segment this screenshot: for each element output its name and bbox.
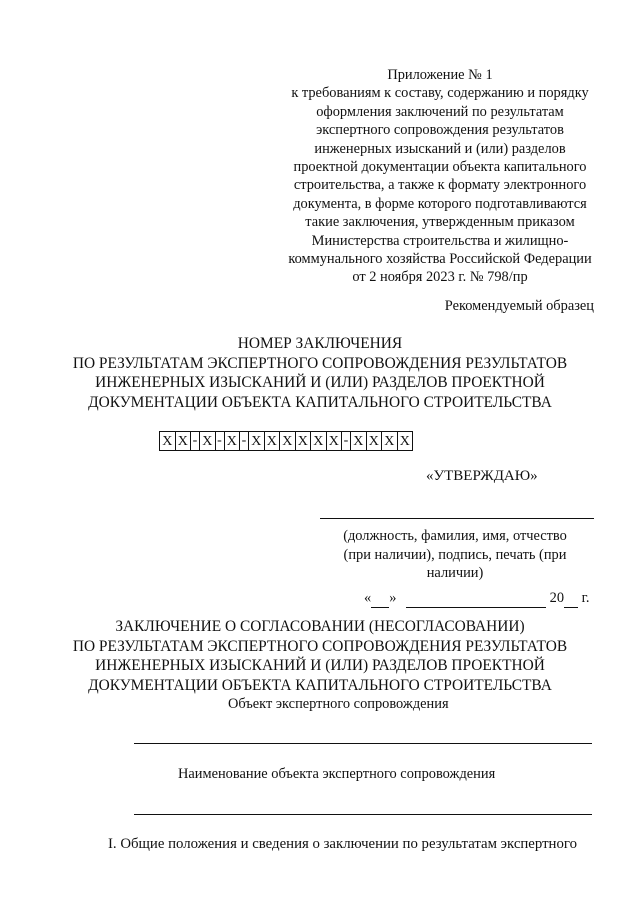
number-heading	[30, 334, 610, 412]
conclusion-heading-line: ПО РЕЗУЛЬТАТАМ ЭКСПЕРТНОГО СОПРОВОЖДЕНИЯ РЕЗУЛЬТАТОВ	[72, 637, 568, 655]
number-digit-cell: X	[224, 431, 241, 451]
number-separator-cell: -	[341, 431, 351, 451]
number-digit-cell: X	[295, 431, 312, 451]
appendix-line: документа, в форме которого подготавливаются	[293, 195, 587, 212]
appendix-line: Министерства строительства и жилищно-	[311, 232, 569, 249]
approval-date	[364, 590, 590, 608]
number-digit-cell: X	[350, 431, 367, 451]
number-heading-line: ПО РЕЗУЛЬТАТАМ ЭКСПЕРТНОГО СОПРОВОЖДЕНИЯ РЕЗУЛЬТАТОВ	[72, 354, 568, 372]
number-digit-cell: X	[397, 431, 414, 451]
year-prefix: 20	[549, 590, 565, 606]
year-blank	[564, 590, 578, 608]
object-blank-line	[134, 743, 592, 744]
number-digit-cell: X	[366, 431, 383, 451]
date-quote-open: «	[364, 590, 372, 606]
number-digit-cell: X	[159, 431, 176, 451]
conclusion-heading	[30, 617, 610, 695]
appendix-line: проектной документации объекта капитального	[293, 159, 587, 176]
number-digit-cell: X	[381, 431, 398, 451]
appendix-line: строительства, а также к формату электронного	[293, 177, 587, 194]
sample-label: Рекомендуемый образец	[444, 298, 594, 314]
number-heading-line: ДОКУМЕНТАЦИИ ОБЪЕКТА КАПИТАЛЬНОГО СТРОИТЕЛЬСТВА	[88, 393, 552, 411]
number-digit-cell: X	[326, 431, 343, 451]
signature-line	[320, 518, 594, 519]
appendix-line: к требованиям к составу, содержанию и порядку	[291, 85, 589, 102]
appendix-line: такие заключения, утвержденным приказом	[305, 214, 575, 231]
number-digit-cell: X	[279, 431, 296, 451]
appendix-line: от 2 ноября 2023 г. № 798/пр	[352, 269, 528, 286]
appendix-line: оформления заключений по результатам	[316, 103, 564, 120]
year-suffix: г.	[581, 590, 590, 606]
day-blank	[371, 590, 389, 608]
number-digit-cell: X	[175, 431, 192, 451]
appendix-line: экспертного сопровождения результатов	[316, 122, 564, 139]
conclusion-heading-line: ДОКУМЕНТАЦИИ ОБЪЕКТА КАПИТАЛЬНОГО СТРОИТЕЛЬСТВА	[88, 676, 552, 694]
number-heading-line: НОМЕР ЗАКЛЮЧЕНИЯ	[237, 335, 403, 352]
date-quote-close: »	[389, 590, 397, 606]
appendix-line: коммунального хозяйства Российской Федерации	[288, 251, 592, 268]
appendix-block	[270, 66, 610, 287]
number-heading-line: ИНЖЕНЕРНЫХ ИЗЫСКАНИЙ И (ИЛИ) РАЗДЕЛОВ ПРОЕКТНОЙ	[95, 374, 545, 391]
conclusion-heading-line: ЗАКЛЮЧЕНИЕ О СОГЛАСОВАНИИ (НЕСОГЛАСОВАНИИ)	[115, 618, 525, 635]
appendix-title: Приложение № 1	[387, 67, 493, 83]
number-digit-cell: X	[248, 431, 265, 451]
section-title: I. Общие положения и сведения о заключении по результатам экспертного	[108, 836, 577, 852]
number-separator-cell: -	[239, 431, 249, 451]
conclusion-number-cells	[160, 431, 413, 451]
number-digit-cell: X	[310, 431, 327, 451]
object-subtitle: Объект экспертного сопровождения	[228, 696, 449, 712]
object-name-blank-line	[134, 814, 592, 815]
number-digit-cell: X	[199, 431, 216, 451]
signature-caption	[330, 527, 580, 583]
signature-caption-line: (должность, фамилия, имя, отчество	[343, 528, 567, 544]
number-digit-cell: X	[264, 431, 281, 451]
number-separator-cell: -	[215, 431, 225, 451]
approve-label: «УТВЕРЖДАЮ»	[426, 468, 538, 484]
signature-caption-line: (при наличии), подпись, печать (при	[343, 546, 567, 563]
appendix-line: инженерных изысканий и (или) разделов	[314, 140, 566, 157]
month-blank	[406, 590, 546, 608]
conclusion-heading-line: ИНЖЕНЕРНЫХ ИЗЫСКАНИЙ И (ИЛИ) РАЗДЕЛОВ ПРОЕКТНОЙ	[95, 657, 545, 674]
number-separator-cell: -	[190, 431, 200, 451]
object-name-caption: Наименование объекта экспертного сопровождения	[178, 766, 496, 782]
signature-caption-line: наличии)	[426, 565, 484, 582]
